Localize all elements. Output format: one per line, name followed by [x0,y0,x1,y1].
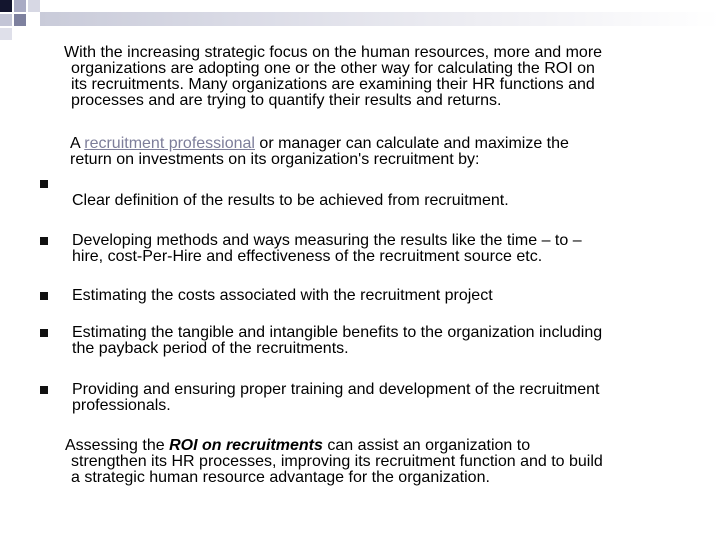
lead-text: A [70,135,85,152]
closing-text: Assessing the [65,437,170,454]
closing-line: a strategic human resource advantage for the organization. [71,469,490,486]
list-item-line: Estimating the costs associated with the recruitment project [72,287,493,304]
deco-square [28,0,40,12]
bullet-square [40,292,48,300]
list-item-line: Estimating the tangible and intangible benefits to the organization including [72,324,603,341]
header-decoration [0,0,720,40]
deco-gradient-band [40,12,720,26]
list-item-line: Providing and ensuring proper training and development of the recruitment [72,381,600,398]
list-item-line: hire, cost-Per-Hire and effectiveness of the recruitment source etc. [72,248,543,265]
intro-line: organizations are adopting one or the other way for calculating the ROI on [71,60,595,77]
intro-paragraph [64,45,602,109]
closing-paragraph [65,438,603,486]
list-item [72,193,509,209]
bullet-square [40,329,48,337]
lead-text: or manager can calculate and maximize the [254,135,569,152]
closing-line [65,438,603,454]
list-item [72,233,582,265]
deco-square [14,0,26,12]
list-item-line: professionals. [72,397,171,414]
bullet-square [40,180,48,188]
intro-line: processes and are trying to quantify their results and returns. [71,92,502,109]
list-item-line: Clear definition of the results to be achieved from recruitment. [72,192,509,209]
lead-paragraph [70,136,569,168]
list-item [72,325,602,357]
list-item-line: the payback period of the recruitments. [72,340,349,357]
deco-square [14,14,26,26]
list-item-line: Developing methods and ways measuring the results like the time – to – [72,232,582,249]
deco-square [0,0,12,12]
closing-text: can assist an organization to [322,437,531,454]
lead-line: return on investments on its organization's recruitment by: [70,151,480,168]
deco-square [0,28,12,40]
intro-line: its recruitments. Many organizations are examining their HR functions and [71,76,595,93]
closing-line: strengthen its HR processes, improving its recruitment function and to build [71,453,603,470]
bullet-square [40,386,48,394]
recruitment-professional-link[interactable]: recruitment professional [84,135,255,152]
bullet-square [40,237,48,245]
roi-emphasis: ROI on recruitments [169,437,323,454]
lead-line [70,136,569,152]
deco-square [0,14,12,26]
intro-line: With the increasing strategic focus on the human resources, more and more [64,44,603,61]
list-item [72,288,493,304]
list-item [72,382,599,414]
